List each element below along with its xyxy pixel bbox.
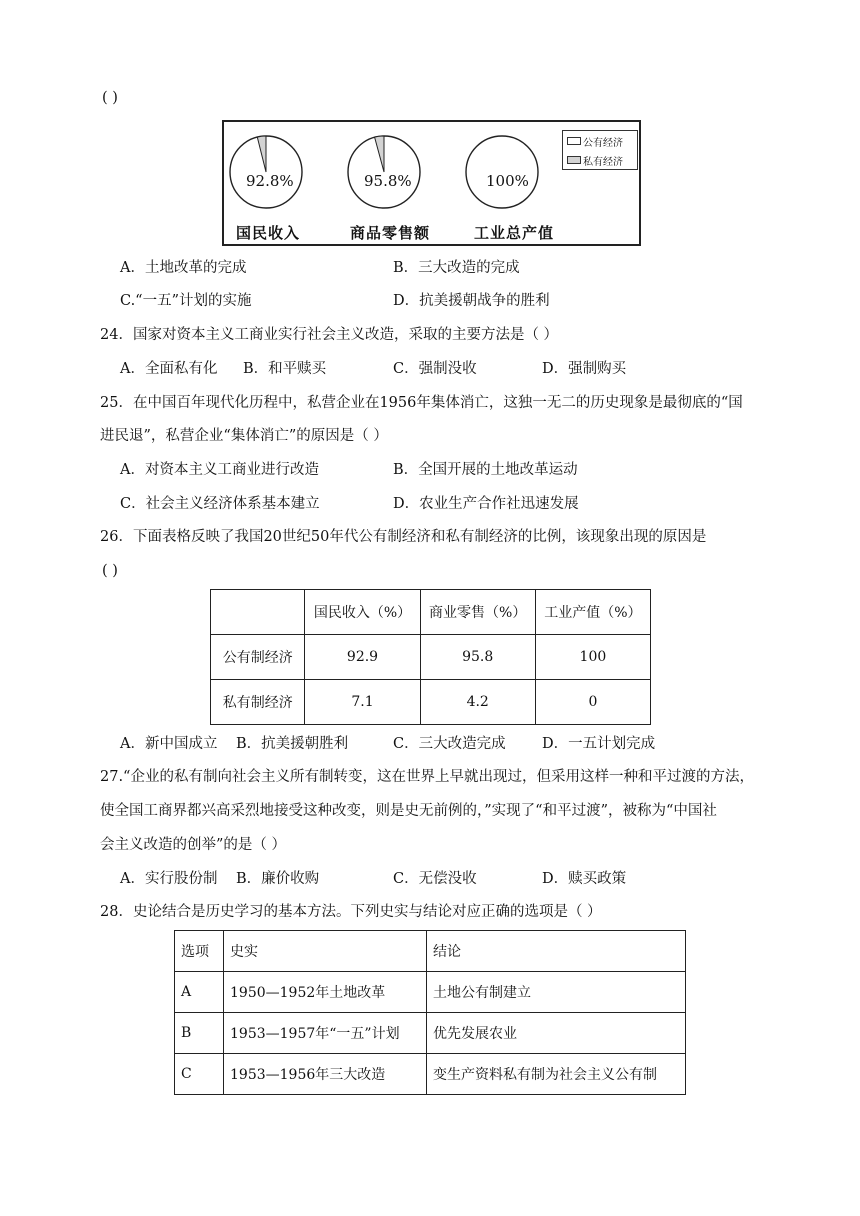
table-cell: 变生产资料私有制为社会主义公有制 <box>427 1054 686 1095</box>
q25-stem-line1: 25．在中国百年现代化历程中，私营企业在1956年集体消亡，这独一无二的历史现象是最彻底的“国 <box>100 395 743 411</box>
q26-stem: 26．下面表格反映了我国20世纪50年代公有制经济和私有制经济的比例，该现象出现的原因是 <box>100 529 707 545</box>
table-cell: C <box>175 1054 224 1095</box>
pie-legend <box>562 130 638 170</box>
q23-bracket: ( ) <box>102 90 118 106</box>
table-header-cell: 结论 <box>427 931 686 972</box>
q23-option-c: C.“一五”计划的实施 <box>120 293 252 309</box>
q25-option-c: C．社会主义经济体系基本建立 <box>120 496 320 512</box>
q26-option-a: A．新中国成立 <box>120 736 218 752</box>
table-cell: A <box>175 972 224 1013</box>
table-cell: 1953—1957年“一五”计划 <box>224 1013 427 1054</box>
table-header-cell: 选项 <box>175 931 224 972</box>
pie-2-caption: 商品零售额 <box>350 224 431 242</box>
q27-option-b: B．廉价收购 <box>236 871 320 887</box>
table-row <box>175 972 686 1013</box>
table-cell: 7.1 <box>305 680 420 725</box>
q26-table <box>210 589 651 725</box>
q25-stem-line2: 进民退”，私营企业“集体消亡”的原因是（ ） <box>100 428 388 444</box>
table-row <box>175 1054 686 1095</box>
q25-option-b: B．全国开展的土地改革运动 <box>393 462 578 478</box>
legend-swatch-public <box>567 137 581 145</box>
table-cell: 私有制经济 <box>211 680 305 725</box>
table-cell: 1950—1952年土地改革 <box>224 972 427 1013</box>
pie-3-percent: 100% <box>486 172 529 190</box>
table-cell: 公有制经济 <box>211 635 305 680</box>
table-cell: 土地公有制建立 <box>427 972 686 1013</box>
q27-stem-line2: 使全国工商界都兴高采烈地接受这种改变，则是史无前例的，”实现了“和平过渡”，被称为“中国社 <box>100 803 717 819</box>
table-cell: 92.9 <box>305 635 420 680</box>
pie-3-caption: 工业总产值 <box>474 224 555 242</box>
table-header-cell <box>211 590 305 635</box>
q26-option-d: D．一五计划完成 <box>542 736 656 752</box>
q28-stem: 28．史论结合是历史学习的基本方法。下列史实与结论对应正确的选项是（ ） <box>100 904 602 920</box>
table-header-row <box>175 931 686 972</box>
pie-1-caption: 国民收入 <box>236 224 301 242</box>
table-cell: 优先发展农业 <box>427 1013 686 1054</box>
table-header-cell: 工业产值（%） <box>535 590 650 635</box>
table-cell: 100 <box>535 635 650 680</box>
table-row <box>175 1013 686 1054</box>
q23-pie-figure <box>222 120 641 246</box>
q24-option-c: C．强制没收 <box>393 361 477 377</box>
q24-option-b: B．和平赎买 <box>243 361 327 377</box>
q27-stem-line1: 27.“企业的私有制向社会主义所有制转变，这在世界上早就出现过，但采用这样一种和平过渡的方法， <box>100 769 754 785</box>
table-header-row <box>211 590 651 635</box>
table-cell: B <box>175 1013 224 1054</box>
table-cell: 0 <box>535 680 650 725</box>
table-cell: 4.2 <box>420 680 535 725</box>
q27-stem-line3: 会主义改造的创举”的是（ ） <box>100 837 287 853</box>
q26-option-b: B．抗美援朝胜利 <box>236 736 349 752</box>
q23-option-b: B．三大改造的完成 <box>393 260 520 276</box>
q24-option-a: A．全面私有化 <box>120 361 218 377</box>
q28-table <box>174 930 686 1095</box>
table-header-cell: 商业零售（%） <box>420 590 535 635</box>
q24-option-d: D．强制购买 <box>542 361 627 377</box>
q25-option-a: A．对资本主义工商业进行改造 <box>120 462 319 478</box>
legend-swatch-private <box>567 156 581 164</box>
q26-option-c: C．三大改造完成 <box>393 736 506 752</box>
pie-1-percent: 92.8% <box>246 172 294 190</box>
table-row <box>211 680 651 725</box>
table-header-cell: 国民收入（%） <box>305 590 420 635</box>
q25-option-d: D．农业生产合作社迅速发展 <box>393 496 579 512</box>
legend-private: 私有经济 <box>567 153 623 167</box>
q27-option-c: C．无偿没收 <box>393 871 477 887</box>
q23-option-d: D．抗美援朝战争的胜利 <box>393 293 550 309</box>
q26-bracket: ( ) <box>102 563 118 579</box>
q24-stem: 24．国家对资本主义工商业实行社会主义改造，采取的主要方法是（ ） <box>100 327 559 343</box>
table-cell: 95.8 <box>420 635 535 680</box>
pie-2-percent: 95.8% <box>364 172 412 190</box>
q27-option-d: D．赎买政策 <box>542 871 627 887</box>
table-row <box>211 635 651 680</box>
legend-public: 公有经济 <box>567 134 623 148</box>
q23-option-a: A．土地改革的完成 <box>120 260 247 276</box>
table-cell: 1953—1956年三大改造 <box>224 1054 427 1095</box>
table-header-cell: 史实 <box>224 931 427 972</box>
q27-option-a: A．实行股份制 <box>120 871 218 887</box>
